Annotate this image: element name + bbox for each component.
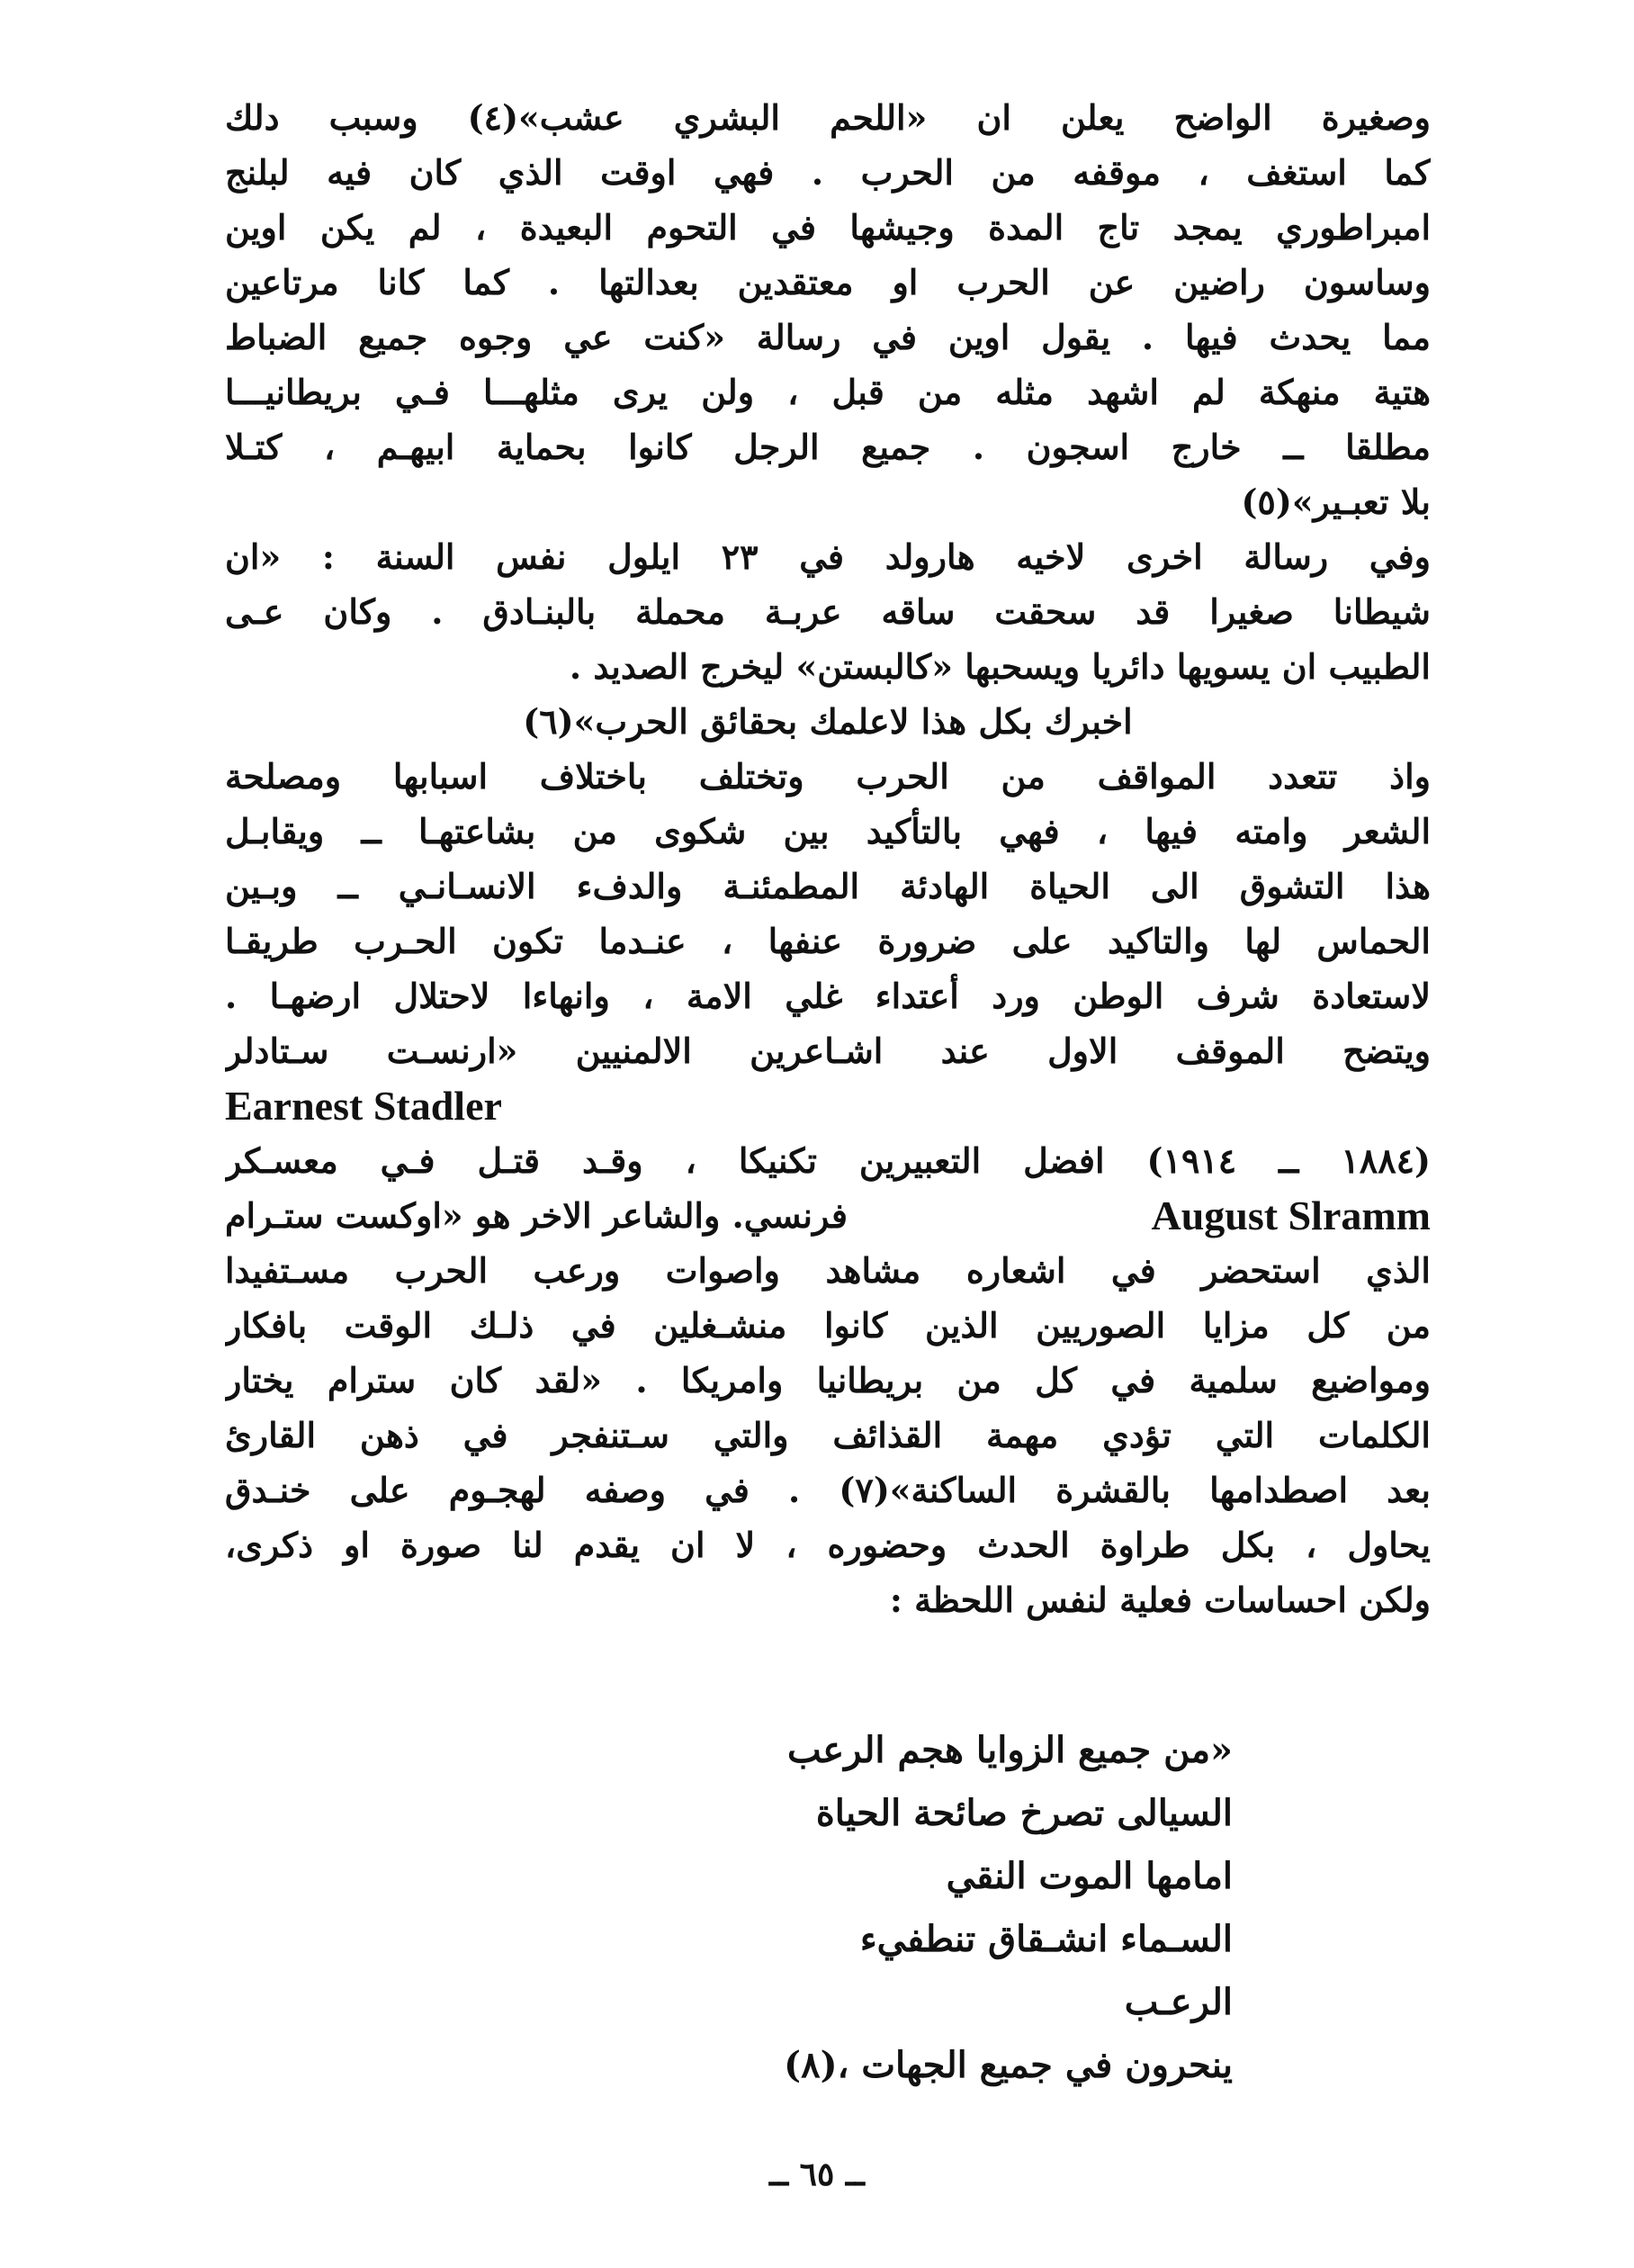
text-line: هذا التشوق الى الحياة الهادئة المطمئنـة والدفء الانسـانـي ــ وبـين	[225, 866, 1431, 906]
poem-line: «من جميع الزوايا هجم الرعب	[787, 1729, 1233, 1771]
text-line: وساسون راضين عن الحرب او معتقدين بعدالتها . كما كانا مرتاعين	[225, 262, 1431, 302]
poem-line: السيالى تصرخ صائحة الحياة	[815, 1792, 1233, 1834]
poem-line: امامها الموت النقي	[946, 1855, 1233, 1897]
poem-line: ينحرون في جميع الجهات ،(٨)	[784, 2044, 1233, 2086]
body-text	[225, 90, 1431, 1627]
text-line: وصغيرة الواضح يعلن ان «اللحم البشري عشب»(٤) وسبب دلك	[225, 97, 1431, 138]
mixed-line	[225, 1188, 1431, 1243]
poem-line: الرعـب	[1124, 1981, 1233, 2023]
text-line: ولكن احساسات فعلية لنفس اللحظة :	[889, 1580, 1431, 1620]
latin-name-stramm: August Slramm	[1151, 1192, 1431, 1238]
text-line: الطبيب ان يسويها دائريا ويسحبها «كالبستن» ليخرج الصديد .	[569, 646, 1431, 687]
text-line: الكلمات التي تؤدي مهمة القذائف والتي سـتنفجر في ذهن القارئ	[225, 1415, 1431, 1455]
text-line-centered: اخبرك بكل هذا لاعلمك بحقائق الحرب»(٦)	[523, 701, 1133, 742]
text-line: امبراطوري يمجد تاج المدة وجيشها في التحوم البعيدة ، لم يكن اوين	[225, 207, 1431, 248]
text-line: يحاول ، بكل طراوة الحدث وحضوره ، لا ان يقدم لنا صورة او ذكرى،	[225, 1525, 1431, 1565]
text-line: شيطانا صغيرا قد سحقت ساقه عربـة محملة بالبنـادق . وكان عـى	[225, 591, 1431, 632]
page-number: ــ ٦٥ ــ	[769, 2156, 865, 2193]
text-line: لاستعادة شرف الوطن ورد أعتداء غلي الامة ، وانهاءا لاحتلال ارضهـا .	[225, 976, 1431, 1016]
text-line: الشعر وامته فيها ، فهي بالتأكيد بين شكوى من بشاعتهـا ــ ويقابـل	[225, 811, 1431, 851]
poem-line: السـماء انشـقاق تنطفيء	[859, 1918, 1233, 1960]
text-line: الذي استحضر في اشعاره مشاهد واصوات ورعب الحرب مسـتفيدا	[225, 1250, 1431, 1291]
text-line: واذ تتعدد المواقف من الحرب وتختلف باختلاف اسبابها ومصلحة	[225, 756, 1431, 796]
text-line: بعد اصطدامها بالقشرة الساكنة»(٧) . في وصفه لهجـوم على خنـدق	[225, 1470, 1431, 1510]
text-line: كما استغف ، موقفه من الحرب . فهي اوقت الذي كان فيه لبلنج	[225, 152, 1431, 193]
text-line: ويتضح الموقف الاول عند اشـاعرين الالمنيين «ارنسـت سـتادلر	[225, 1030, 1431, 1071]
latin-name-stadler: Earnest Stadler	[225, 1083, 502, 1129]
text-line: هتية منهكة لم اشهد مثله من قبل ، ولن يرى مثلهـــا فـي بريطانيـــا	[225, 372, 1431, 412]
text-line: مطلقا ــ خارج اسجون . جميع الرجل كانوا بحماية ابيهـم ، كتـلا	[225, 427, 1431, 467]
text-line: (١٨٨٤ ــ ١٩١٤) افضل التعبيرين تكنيكا ، وقـد قتـل فـي معسـكر	[225, 1140, 1431, 1181]
text-segment: فرنسي. والشاعر الاخر هو «اوكست ستـرام	[225, 1195, 848, 1236]
text-line: الحماس لها والتاكيد على ضرورة عنفها ، عنـدما تكون الحـرب طريقـا	[225, 921, 1431, 961]
text-line: وفي رسالة اخرى لاخيه هارولد في ٢٣ ايلول نفس السنة : «ان	[225, 536, 1431, 577]
poem-block	[693, 1719, 1233, 2097]
text-line: مما يحدث فيها . يقول اوين في رسالة «كنت عي وجوه جميع الضباط	[225, 317, 1431, 357]
text-line: بلا تعبـير»(٥)	[1241, 482, 1431, 522]
text-line: ومواضيع سلمية في كل من بريطانيا وامريكا . «لقد كان سترام يختار	[225, 1360, 1431, 1400]
text-line: من كل مزايا الصوريين الذين كانوا منشـغلين في ذلـك الوقت بافكار	[225, 1305, 1431, 1346]
